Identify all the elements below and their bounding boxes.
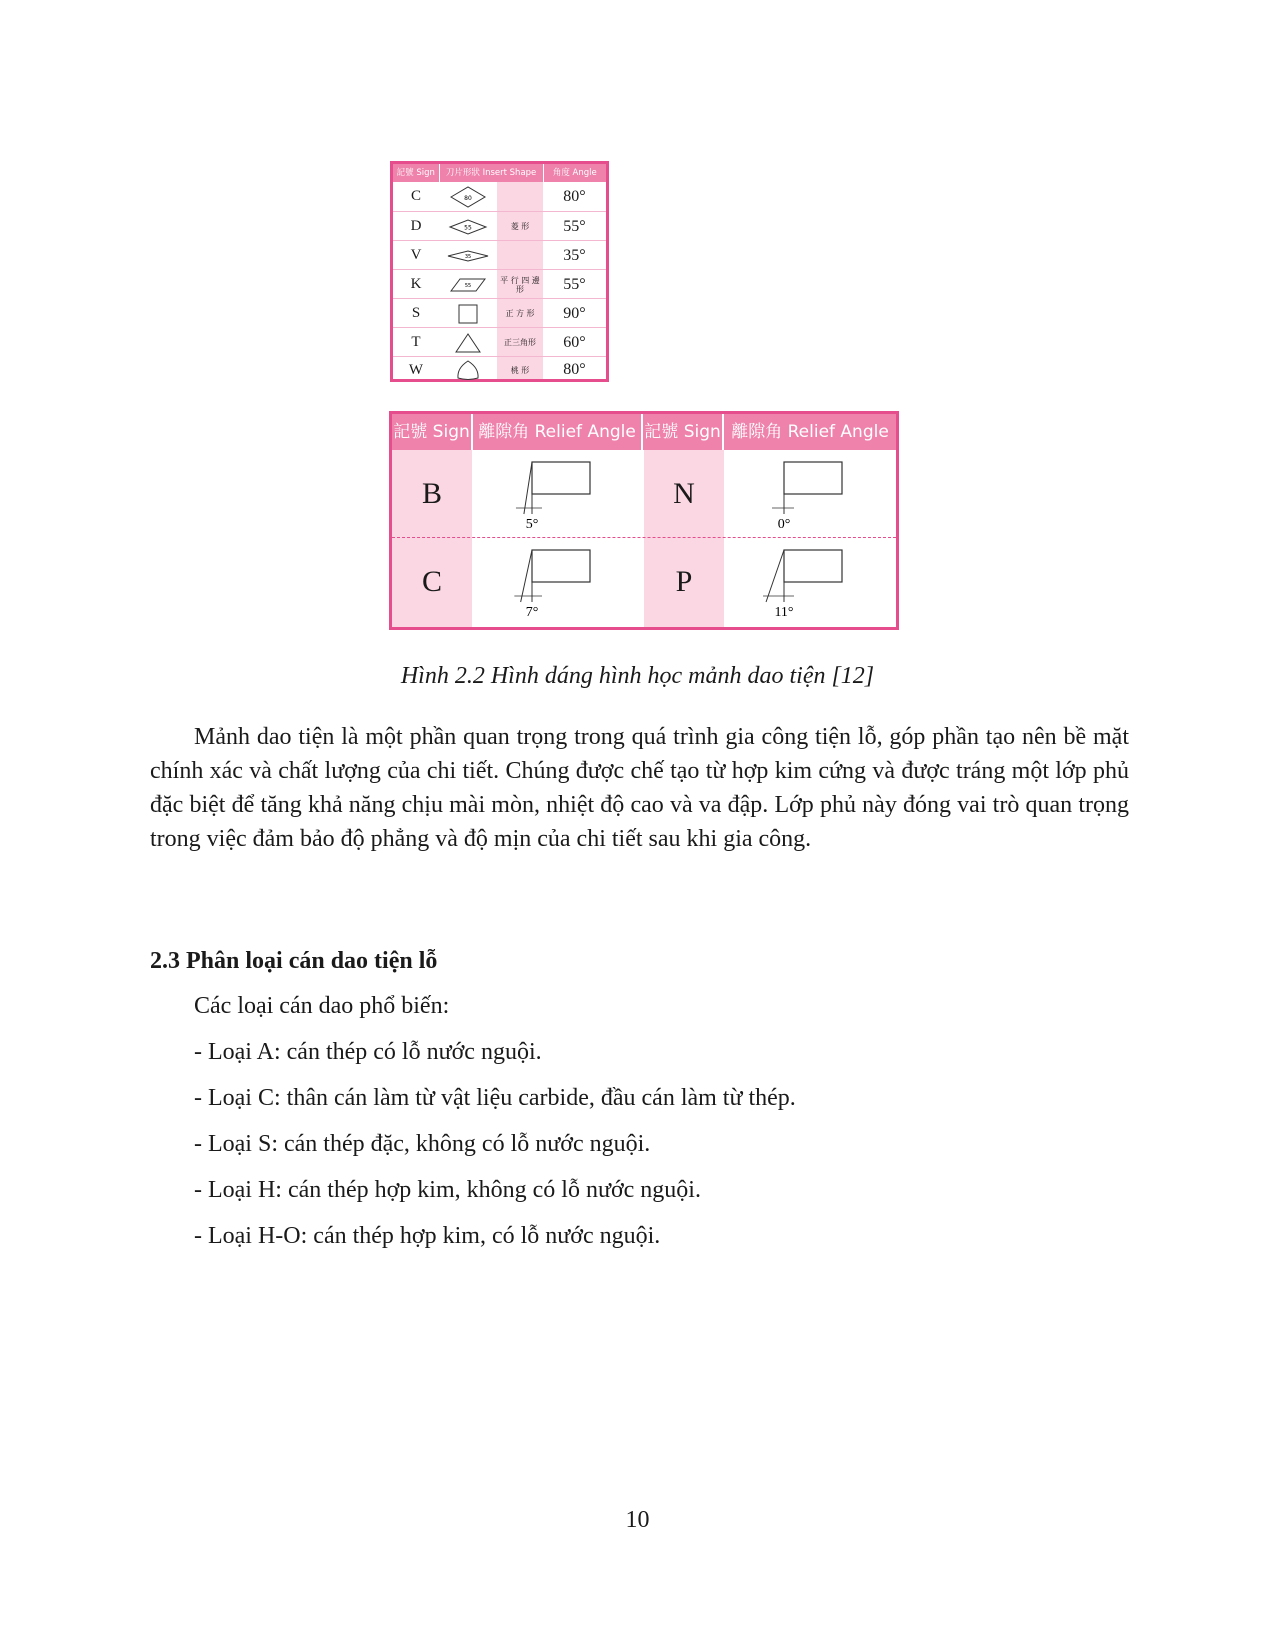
relief-angle-table <box>389 411 899 630</box>
shape-sign: T <box>411 334 421 350</box>
insert-outline <box>784 550 842 582</box>
square-icon <box>439 299 497 328</box>
relief-angle-label: 11° <box>774 605 794 620</box>
figure-caption: Hình 2.2 Hình dáng hình học mảnh dao tiện [12] <box>400 663 875 689</box>
parallelogram-55-icon <box>439 270 497 299</box>
icon-label: 80 <box>464 194 472 202</box>
shape-sign: C <box>410 188 421 204</box>
header-sign: 記號 Sign <box>643 414 724 450</box>
trigon-icon <box>439 357 497 383</box>
merged-shape-name: 菱 形 <box>510 222 530 231</box>
list-item: - Loại C: thân cán làm từ vật liệu carbide, đầu cán làm từ thép. <box>194 1085 796 1111</box>
shape-angle: 60° <box>563 333 586 351</box>
shape-sign: S <box>411 305 421 321</box>
shape-sign: W <box>408 361 424 378</box>
page-number: 10 <box>625 1507 650 1533</box>
relief-sign: N <box>673 477 695 510</box>
flank-line <box>524 462 532 514</box>
relief-diagram <box>726 540 894 624</box>
shape-row <box>393 298 606 328</box>
shape-sign: D <box>410 218 422 234</box>
shape-name: 正 方 形 <box>505 309 535 318</box>
list-item: - Loại S: cán thép đặc, không có lỗ nước nguội. <box>194 1131 651 1157</box>
rhombus-80-icon <box>439 182 497 211</box>
rhombus-55-icon <box>439 212 497 241</box>
insert-outline <box>784 462 842 494</box>
icon-label: 55 <box>464 224 472 231</box>
relief-angle-label: 5° <box>525 517 539 532</box>
header-relief-angle: 離隙角 Relief Angle <box>731 422 889 442</box>
row-divider <box>392 537 896 538</box>
relief-sign: C <box>421 565 442 598</box>
shape-angle: 55° <box>563 275 586 293</box>
shape-name: 桃 形 <box>510 365 530 375</box>
flank-line <box>766 550 784 602</box>
relief-diagram <box>474 540 642 624</box>
shape-table-header <box>393 164 606 182</box>
triangle-icon <box>439 328 497 357</box>
header-angle: 角度 Angle <box>552 168 597 178</box>
shape-angle: 90° <box>563 304 586 322</box>
shape-name: 正三角形 <box>504 338 536 347</box>
list-item: - Loại H-O: cán thép hợp kim, có lỗ nước nguội. <box>194 1223 661 1249</box>
header-insert-shape: 刀片形狀 Insert Shape <box>440 164 544 182</box>
list-item: - Loại H: cán thép hợp kim, không có lỗ nước nguội. <box>194 1177 701 1203</box>
icon-label: 35 <box>464 253 472 260</box>
shape-name: 平 行 四 邊 形 <box>500 275 540 294</box>
relief-angle-label: 7° <box>525 605 539 620</box>
rhombus-35-icon <box>439 241 497 270</box>
header-relief-angle: 離隙角 Relief Angle <box>473 414 643 450</box>
shape-angle: 80° <box>563 361 586 378</box>
header-sign: 記號 Sign <box>392 414 473 450</box>
relief-sign: B <box>421 477 442 510</box>
relief-diagram <box>474 452 642 536</box>
relief-angle-label: 0° <box>777 517 791 532</box>
relief-table-header <box>392 414 896 450</box>
header-sign: 記號 Sign <box>393 164 440 182</box>
shape-row <box>393 327 606 357</box>
flank-line <box>521 550 532 602</box>
insert-shape-table <box>390 161 609 382</box>
section-heading: 2.3 Phân loại cán dao tiện lỗ <box>150 948 438 974</box>
shape-sign: K <box>410 276 422 292</box>
shape-angle: 35° <box>563 246 586 264</box>
list-item: - Loại A: cán thép có lỗ nước nguội. <box>194 1039 542 1065</box>
list-intro: Các loại cán dao phổ biến: <box>194 993 450 1019</box>
shape-row <box>393 356 606 383</box>
shape-angle: 55° <box>563 217 586 235</box>
shape-sign: V <box>410 247 422 263</box>
icon-label: 55 <box>464 282 472 289</box>
body-paragraph: Mảnh dao tiện là một phần quan trọng trong quá trình gia công tiện lỗ, góp phần tạo nên bề mặt chính xác và chất lượng của chi tiết. Chúng được chế tạo từ hợp kim cứng và được tráng một lớp phủ đặc biệt để tăng khả năng chịu mài mòn, nhiệt độ cao và va đập. Lớp phủ này đóng vai trò quan trọng trong việc đảm bảo độ phẳng và độ mịn của chi tiết sau khi gia công. <box>150 724 1129 852</box>
insert-outline <box>532 550 590 582</box>
relief-diagram <box>726 452 894 536</box>
shape-row <box>393 269 606 299</box>
shape-angle: 80° <box>563 187 586 205</box>
relief-sign: P <box>675 565 693 598</box>
insert-outline <box>532 462 590 494</box>
